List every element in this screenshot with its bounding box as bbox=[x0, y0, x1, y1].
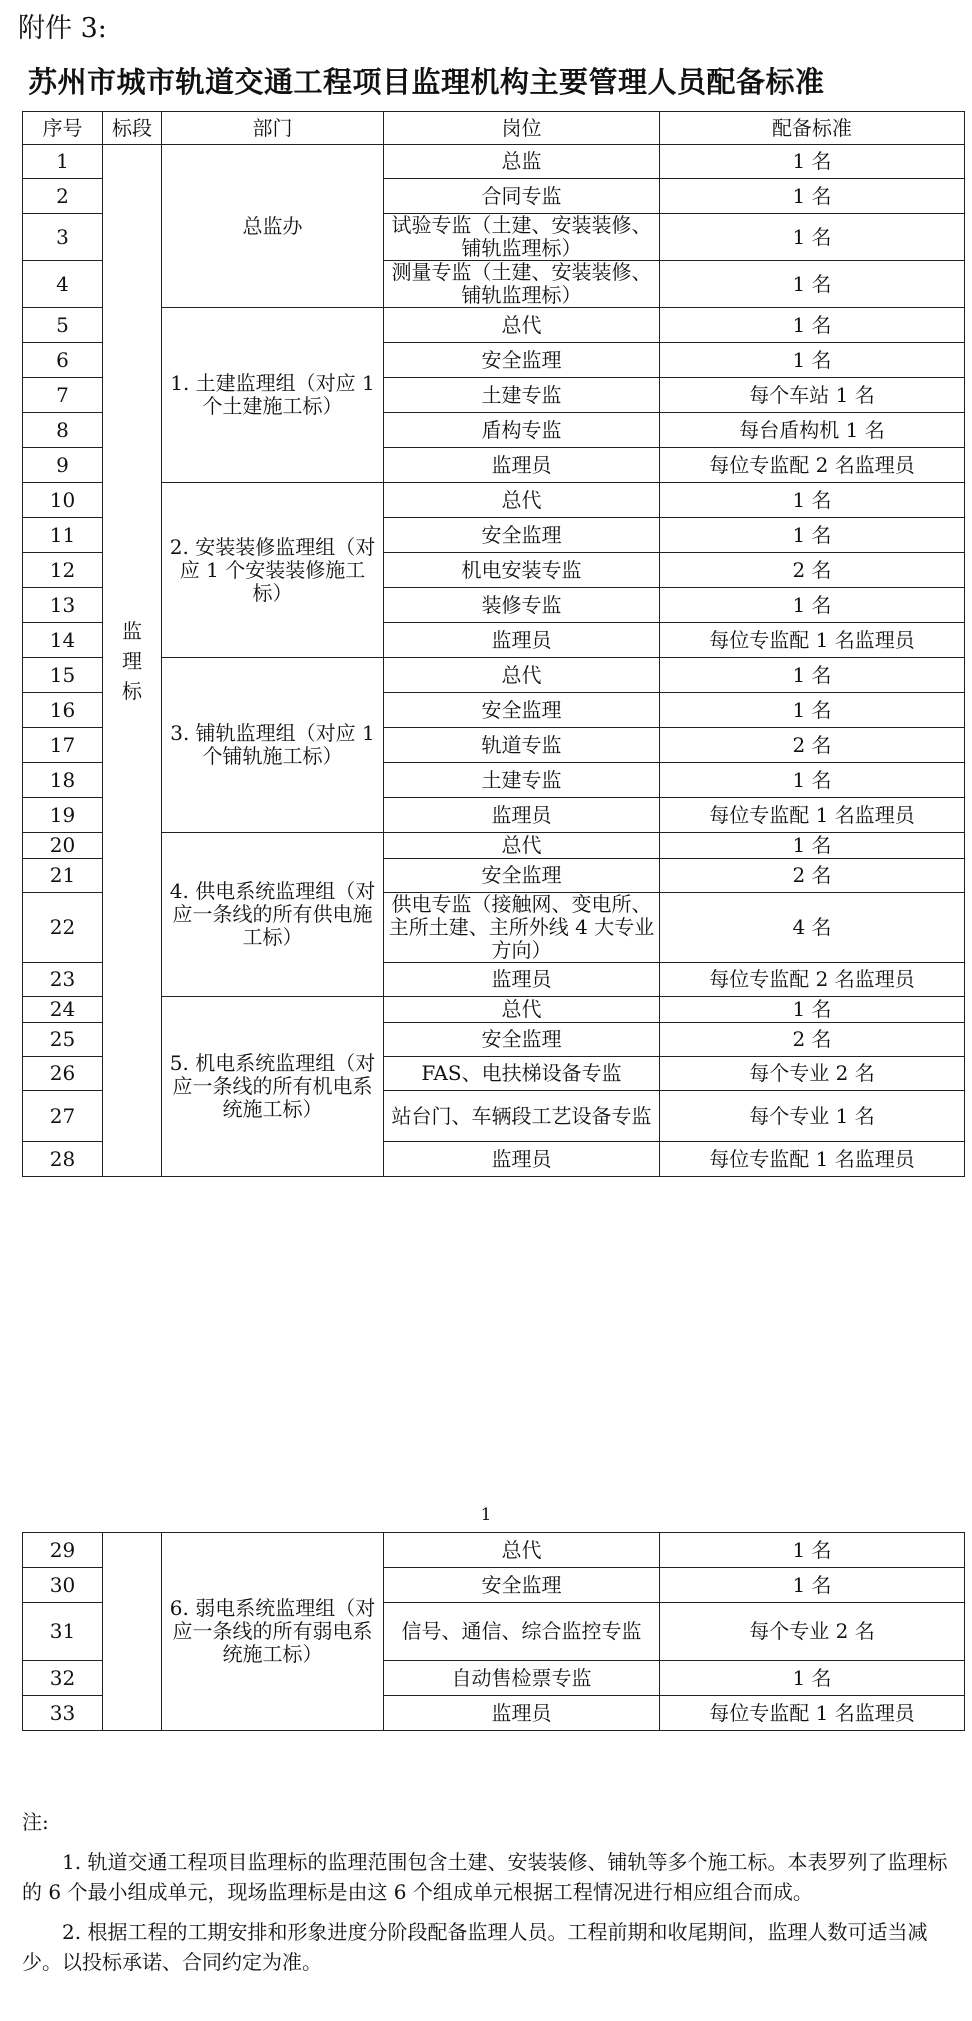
standard-cell: 1 名 bbox=[660, 145, 965, 179]
standard-cell: 每位专监配 1 名监理员 bbox=[660, 798, 965, 833]
table-row bbox=[23, 1533, 965, 1568]
standard-cell: 每位专监配 1 名监理员 bbox=[660, 623, 965, 658]
row-number: 18 bbox=[23, 763, 103, 798]
standard-cell: 1 名 bbox=[660, 214, 965, 261]
post-cell: 安全监理 bbox=[384, 343, 660, 378]
standard-cell: 每个专业 2 名 bbox=[660, 1603, 965, 1661]
standard-cell: 每台盾构机 1 名 bbox=[660, 413, 965, 448]
standard-cell: 1 名 bbox=[660, 693, 965, 728]
table-row bbox=[23, 658, 965, 693]
post-cell: 供电专监（接触网、变电所、主所土建、主所外线 4 大专业方向） bbox=[384, 893, 660, 963]
standard-cell: 1 名 bbox=[660, 1661, 965, 1696]
staffing-table-part1 bbox=[22, 111, 965, 1177]
post-cell: 总代 bbox=[384, 658, 660, 693]
department-cell: 6. 弱电系统监理组（对应一条线的所有弱电系统施工标） bbox=[162, 1533, 384, 1731]
post-cell: 试验专监（土建、安装装修、铺轨监理标） bbox=[384, 214, 660, 261]
post-cell: 总代 bbox=[384, 1533, 660, 1568]
row-number: 24 bbox=[23, 997, 103, 1023]
post-cell: 监理员 bbox=[384, 448, 660, 483]
row-number: 13 bbox=[23, 588, 103, 623]
post-cell: 监理员 bbox=[384, 1696, 660, 1731]
standard-cell: 每个专业 1 名 bbox=[660, 1091, 965, 1142]
row-number: 3 bbox=[23, 214, 103, 261]
row-number: 19 bbox=[23, 798, 103, 833]
staffing-table-part2 bbox=[22, 1532, 965, 1731]
header-seg: 标段 bbox=[103, 112, 162, 145]
standard-cell: 1 名 bbox=[660, 483, 965, 518]
row-number: 16 bbox=[23, 693, 103, 728]
row-number: 12 bbox=[23, 553, 103, 588]
post-cell: 测量专监（土建、安装装修、铺轨监理标） bbox=[384, 261, 660, 308]
standard-cell: 2 名 bbox=[660, 553, 965, 588]
standard-cell: 每位专监配 2 名监理员 bbox=[660, 963, 965, 997]
row-number: 26 bbox=[23, 1057, 103, 1091]
row-number: 20 bbox=[23, 833, 103, 859]
row-number: 30 bbox=[23, 1568, 103, 1603]
row-number: 23 bbox=[23, 963, 103, 997]
standard-cell: 1 名 bbox=[660, 1568, 965, 1603]
standard-cell: 1 名 bbox=[660, 588, 965, 623]
table-row bbox=[23, 833, 965, 859]
standard-cell: 1 名 bbox=[660, 997, 965, 1023]
standard-cell: 1 名 bbox=[660, 658, 965, 693]
post-cell: 安全监理 bbox=[384, 859, 660, 893]
segment-cell-continued bbox=[103, 1533, 162, 1731]
notes-section bbox=[22, 1807, 962, 1977]
row-number: 28 bbox=[23, 1142, 103, 1177]
post-cell: 盾构专监 bbox=[384, 413, 660, 448]
row-number: 25 bbox=[23, 1023, 103, 1057]
note-item: 1. 轨道交通工程项目监理标的监理范围包含土建、安装装修、铺轨等多个施工标。本表罗列了监理标的 6 个最小组成单元，现场监理标是由这 6 个组成单元根据工程情况进行相应组合而成。 bbox=[22, 1850, 948, 1904]
post-cell: FAS、电扶梯设备专监 bbox=[384, 1057, 660, 1091]
table-row bbox=[23, 483, 965, 518]
row-number: 6 bbox=[23, 343, 103, 378]
department-cell: 3. 铺轨监理组（对应 1 个铺轨施工标） bbox=[162, 658, 384, 833]
standard-cell: 1 名 bbox=[660, 261, 965, 308]
row-number: 21 bbox=[23, 859, 103, 893]
row-number: 1 bbox=[23, 145, 103, 179]
post-cell: 安全监理 bbox=[384, 1568, 660, 1603]
notes-label: 注: bbox=[22, 1810, 49, 1834]
department-cell: 4. 供电系统监理组（对应一条线的所有供电施工标） bbox=[162, 833, 384, 997]
standard-cell: 1 名 bbox=[660, 763, 965, 798]
row-number: 14 bbox=[23, 623, 103, 658]
standard-cell: 每位专监配 1 名监理员 bbox=[660, 1696, 965, 1731]
row-number: 33 bbox=[23, 1696, 103, 1731]
standard-cell: 1 名 bbox=[660, 1533, 965, 1568]
standard-cell: 1 名 bbox=[660, 518, 965, 553]
post-cell: 总监 bbox=[384, 145, 660, 179]
post-cell: 总代 bbox=[384, 483, 660, 518]
post-cell: 安全监理 bbox=[384, 1023, 660, 1057]
table-header-row bbox=[23, 112, 965, 145]
post-cell: 轨道专监 bbox=[384, 728, 660, 763]
header-post: 岗位 bbox=[384, 112, 660, 145]
standard-cell: 4 名 bbox=[660, 893, 965, 963]
segment-cell bbox=[103, 145, 162, 1177]
post-cell: 信号、通信、综合监控专监 bbox=[384, 1603, 660, 1661]
row-number: 7 bbox=[23, 378, 103, 413]
row-number: 8 bbox=[23, 413, 103, 448]
post-cell: 监理员 bbox=[384, 1142, 660, 1177]
post-cell: 总代 bbox=[384, 833, 660, 859]
segment-char: 标 bbox=[122, 678, 142, 703]
header-dept: 部门 bbox=[162, 112, 384, 145]
post-cell: 总代 bbox=[384, 308, 660, 343]
department-cell: 1. 土建监理组（对应 1 个土建施工标） bbox=[162, 308, 384, 483]
post-cell: 装修专监 bbox=[384, 588, 660, 623]
row-number: 27 bbox=[23, 1091, 103, 1142]
page-number: 1 bbox=[480, 1505, 492, 1525]
note-item: 2. 根据工程的工期安排和形象进度分阶段配备监理人员。工程前期和收尾期间，监理人数可适当减少。以投标承诺、合同约定为准。 bbox=[22, 1920, 928, 1974]
row-number: 5 bbox=[23, 308, 103, 343]
standard-cell: 1 名 bbox=[660, 343, 965, 378]
header-std: 配备标准 bbox=[660, 112, 965, 145]
standard-cell: 2 名 bbox=[660, 859, 965, 893]
row-number: 22 bbox=[23, 893, 103, 963]
post-cell: 机电安装专监 bbox=[384, 553, 660, 588]
row-number: 17 bbox=[23, 728, 103, 763]
row-number: 4 bbox=[23, 261, 103, 308]
page-title: 苏州市城市轨道交通工程项目监理机构主要管理人员配备标准 bbox=[28, 65, 825, 99]
post-cell: 自动售检票专监 bbox=[384, 1661, 660, 1696]
department-cell: 2. 安装装修监理组（对应 1 个安装装修施工标） bbox=[162, 483, 384, 658]
row-number: 32 bbox=[23, 1661, 103, 1696]
row-number: 15 bbox=[23, 658, 103, 693]
post-cell: 土建专监 bbox=[384, 378, 660, 413]
post-cell: 合同专监 bbox=[384, 179, 660, 214]
standard-cell: 每位专监配 2 名监理员 bbox=[660, 448, 965, 483]
table-row bbox=[23, 308, 965, 343]
row-number: 31 bbox=[23, 1603, 103, 1661]
table-row bbox=[23, 145, 965, 179]
standard-cell: 每位专监配 1 名监理员 bbox=[660, 1142, 965, 1177]
standard-cell: 2 名 bbox=[660, 728, 965, 763]
standard-cell: 每个专业 2 名 bbox=[660, 1057, 965, 1091]
table-row bbox=[23, 997, 965, 1023]
standard-cell: 1 名 bbox=[660, 179, 965, 214]
standard-cell: 2 名 bbox=[660, 1023, 965, 1057]
post-cell: 总代 bbox=[384, 997, 660, 1023]
post-cell: 监理员 bbox=[384, 623, 660, 658]
post-cell: 监理员 bbox=[384, 963, 660, 997]
row-number: 2 bbox=[23, 179, 103, 214]
standard-cell: 1 名 bbox=[660, 833, 965, 859]
segment-char: 理 bbox=[122, 648, 142, 673]
department-cell: 总监办 bbox=[162, 145, 384, 308]
standard-cell: 1 名 bbox=[660, 308, 965, 343]
header-no: 序号 bbox=[23, 112, 103, 145]
row-number: 10 bbox=[23, 483, 103, 518]
segment-char: 监 bbox=[122, 618, 142, 643]
row-number: 29 bbox=[23, 1533, 103, 1568]
row-number: 9 bbox=[23, 448, 103, 483]
post-cell: 安全监理 bbox=[384, 518, 660, 553]
post-cell: 安全监理 bbox=[384, 693, 660, 728]
post-cell: 监理员 bbox=[384, 798, 660, 833]
attachment-label: 附件 3: bbox=[18, 13, 107, 44]
post-cell: 站台门、车辆段工艺设备专监 bbox=[384, 1091, 660, 1142]
row-number: 11 bbox=[23, 518, 103, 553]
post-cell: 土建专监 bbox=[384, 763, 660, 798]
standard-cell: 每个车站 1 名 bbox=[660, 378, 965, 413]
department-cell: 5. 机电系统监理组（对应一条线的所有机电系统施工标） bbox=[162, 997, 384, 1177]
